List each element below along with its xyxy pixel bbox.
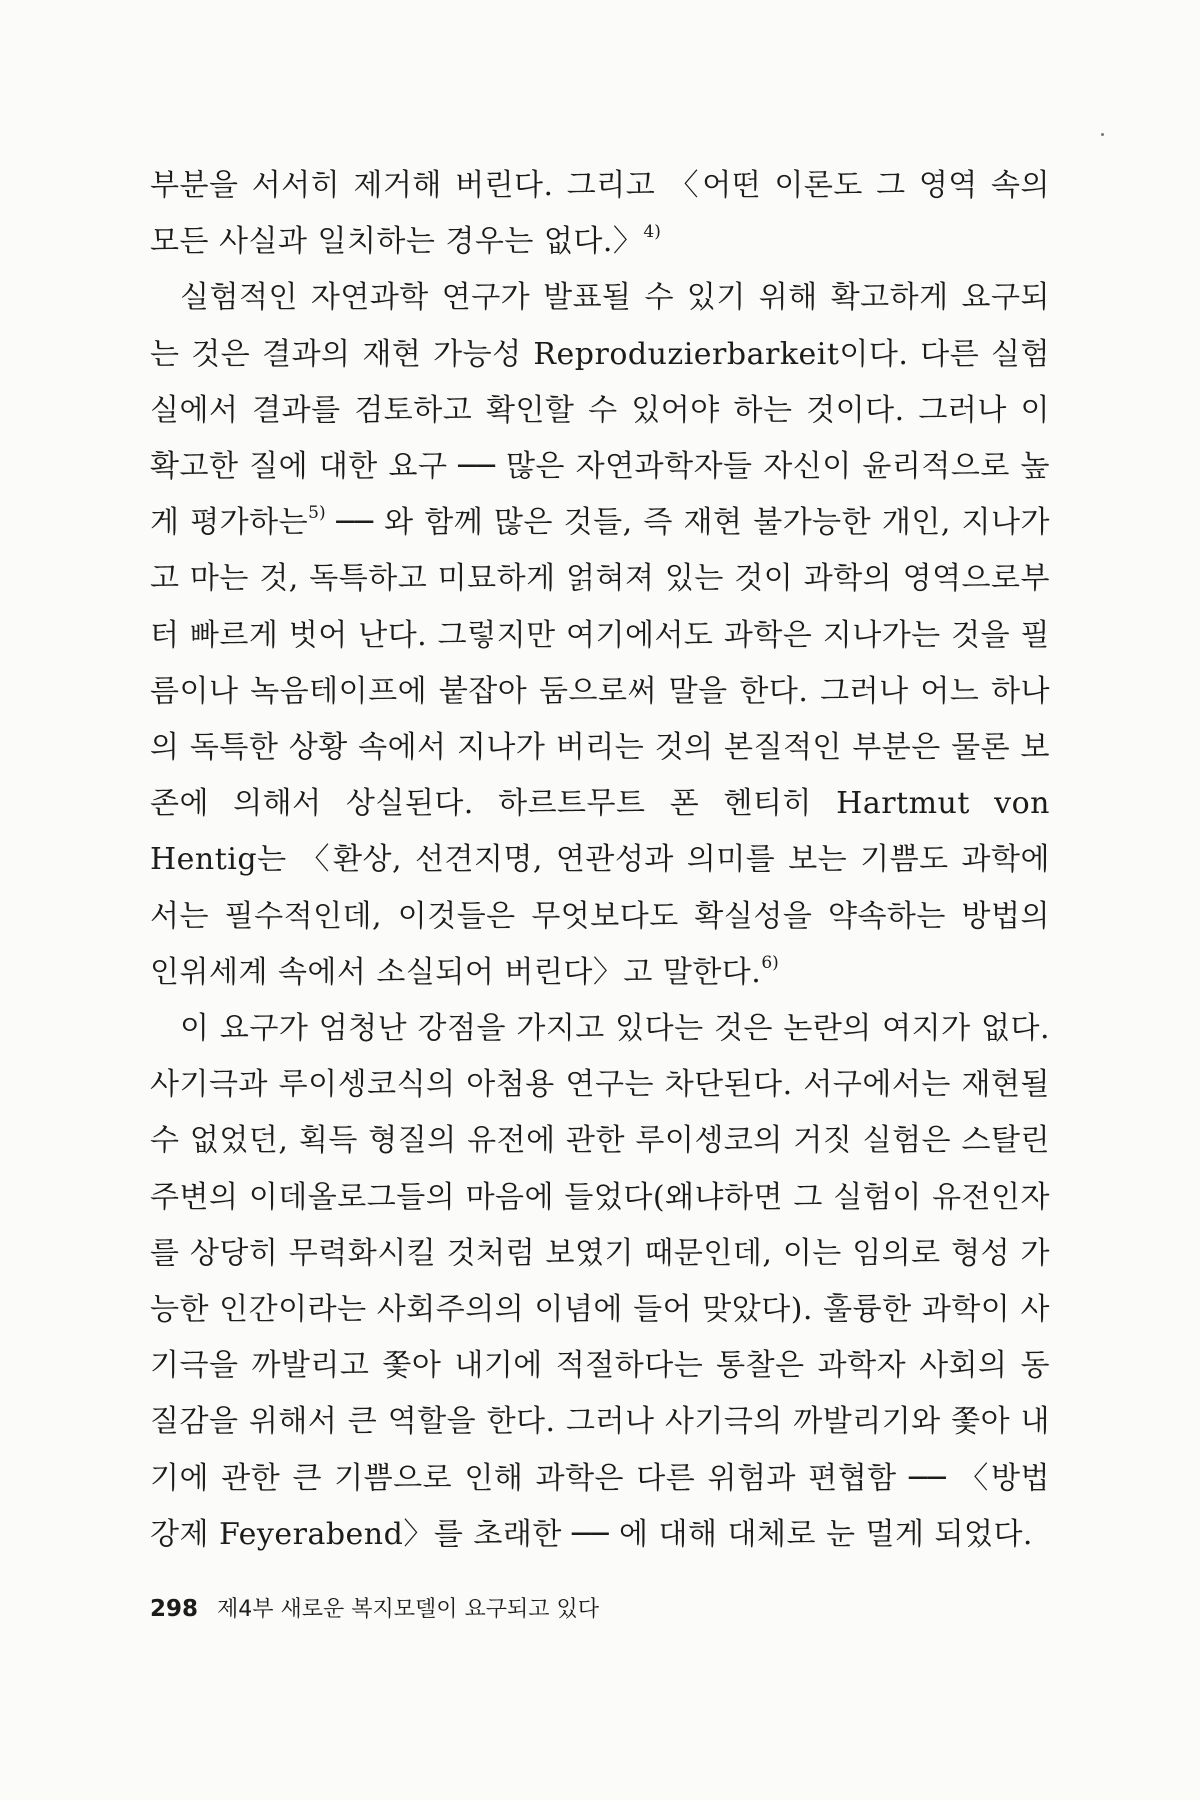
page-number: 298: [150, 1596, 199, 1622]
paragraph-text: 실험적인 자연과학 연구가 발표될 수 있기 위해 확고하게 요구되는 것은 결과의 재현 가능성 Reproduzierbarkeit이다. 다른 실험실에서 결과를 검토하고 확인할 수 있어야 하는 것이다. 그러나 이 확고한 질에 대한 요구 ── 많은 자연과학자들 자신이 윤리적으로 높게 평가하는: [150, 280, 1050, 541]
running-head: 제4부 새로운 복지모델이 요구되고 있다: [217, 1597, 600, 1622]
footnote-marker: 6): [761, 952, 779, 973]
footnote-marker: 4): [643, 222, 661, 243]
paragraph: [150, 270, 1050, 1001]
body-text: [150, 158, 1050, 1563]
paragraph: [150, 158, 1050, 270]
page-footer: [150, 1592, 599, 1623]
paragraph-text: 부분을 서서히 제거해 버린다. 그리고 〈어떤 이론도 그 영역 속의 모든 사실과 일치하는 경우는 없다.〉: [150, 168, 1050, 260]
paragraph-text: ── 와 함께 많은 것들, 즉 재현 불가능한 개인, 지나가고 마는 것, 독특하고 미묘하게 얽혀져 있는 것이 과학의 영역으로부터 빠르게 벗어 난다. 그렇지만 여기에서도 과학은 지나가는 것을 필름이나 녹음테이프에 붙잡아 둠으로써 말을 한다. 그러나 어느 하나의 독특한 상황 속에서 지나가 버리는 것의 본질적인 부분은 물론 보존에 의해서 상실된다. 하르트무트 폰 헨티히 Hartmut von Hentig는 〈환상, 선견지명, 연관성과 의미를 보는 기쁨도 과학에서는 필수적인데, 이것들은 무엇보다도 확실성을 약속하는 방법의 인위세계 속에서 소실되어 버린다〉고 말한다.: [150, 505, 1051, 990]
footnote-marker: 5): [308, 503, 326, 524]
paragraph-text: 이 요구가 엄청난 강점을 가지고 있다는 것은 논란의 여지가 없다. 사기극과 루이셍코식의 아첨용 연구는 차단된다. 서구에서는 재현될 수 없었던, 획득 형질의 유전에 관한 루이셍코의 거짓 실험은 스탈린 주변의 이데올로그들의 마음에 들었다(왜냐하면 그 실험이 유전인자를 상당히 무력화시킬 것처럼 보였기 때문인데, 이는 임의로 형성 가능한 인간이라는 사회주의의 이념에 들어 맞았다). 훌륭한 과학이 사기극을 까발리고 쫓아 내기에 적절하다는 통찰은 과학자 사회의 동질감을 위해서 큰 역할을 한다. 그러나 사기극의 까발리기와 쫓아 내기에 관한 큰 기쁨으로 인해 과학은 다른 위험과 편협함 ── 〈방법강제 Feyerabend〉를 초래한 ── 에 대해 대체로 눈 멀게 되었다.: [150, 1011, 1050, 1552]
paragraph: [150, 1001, 1050, 1563]
scan-speck: [1101, 133, 1104, 136]
